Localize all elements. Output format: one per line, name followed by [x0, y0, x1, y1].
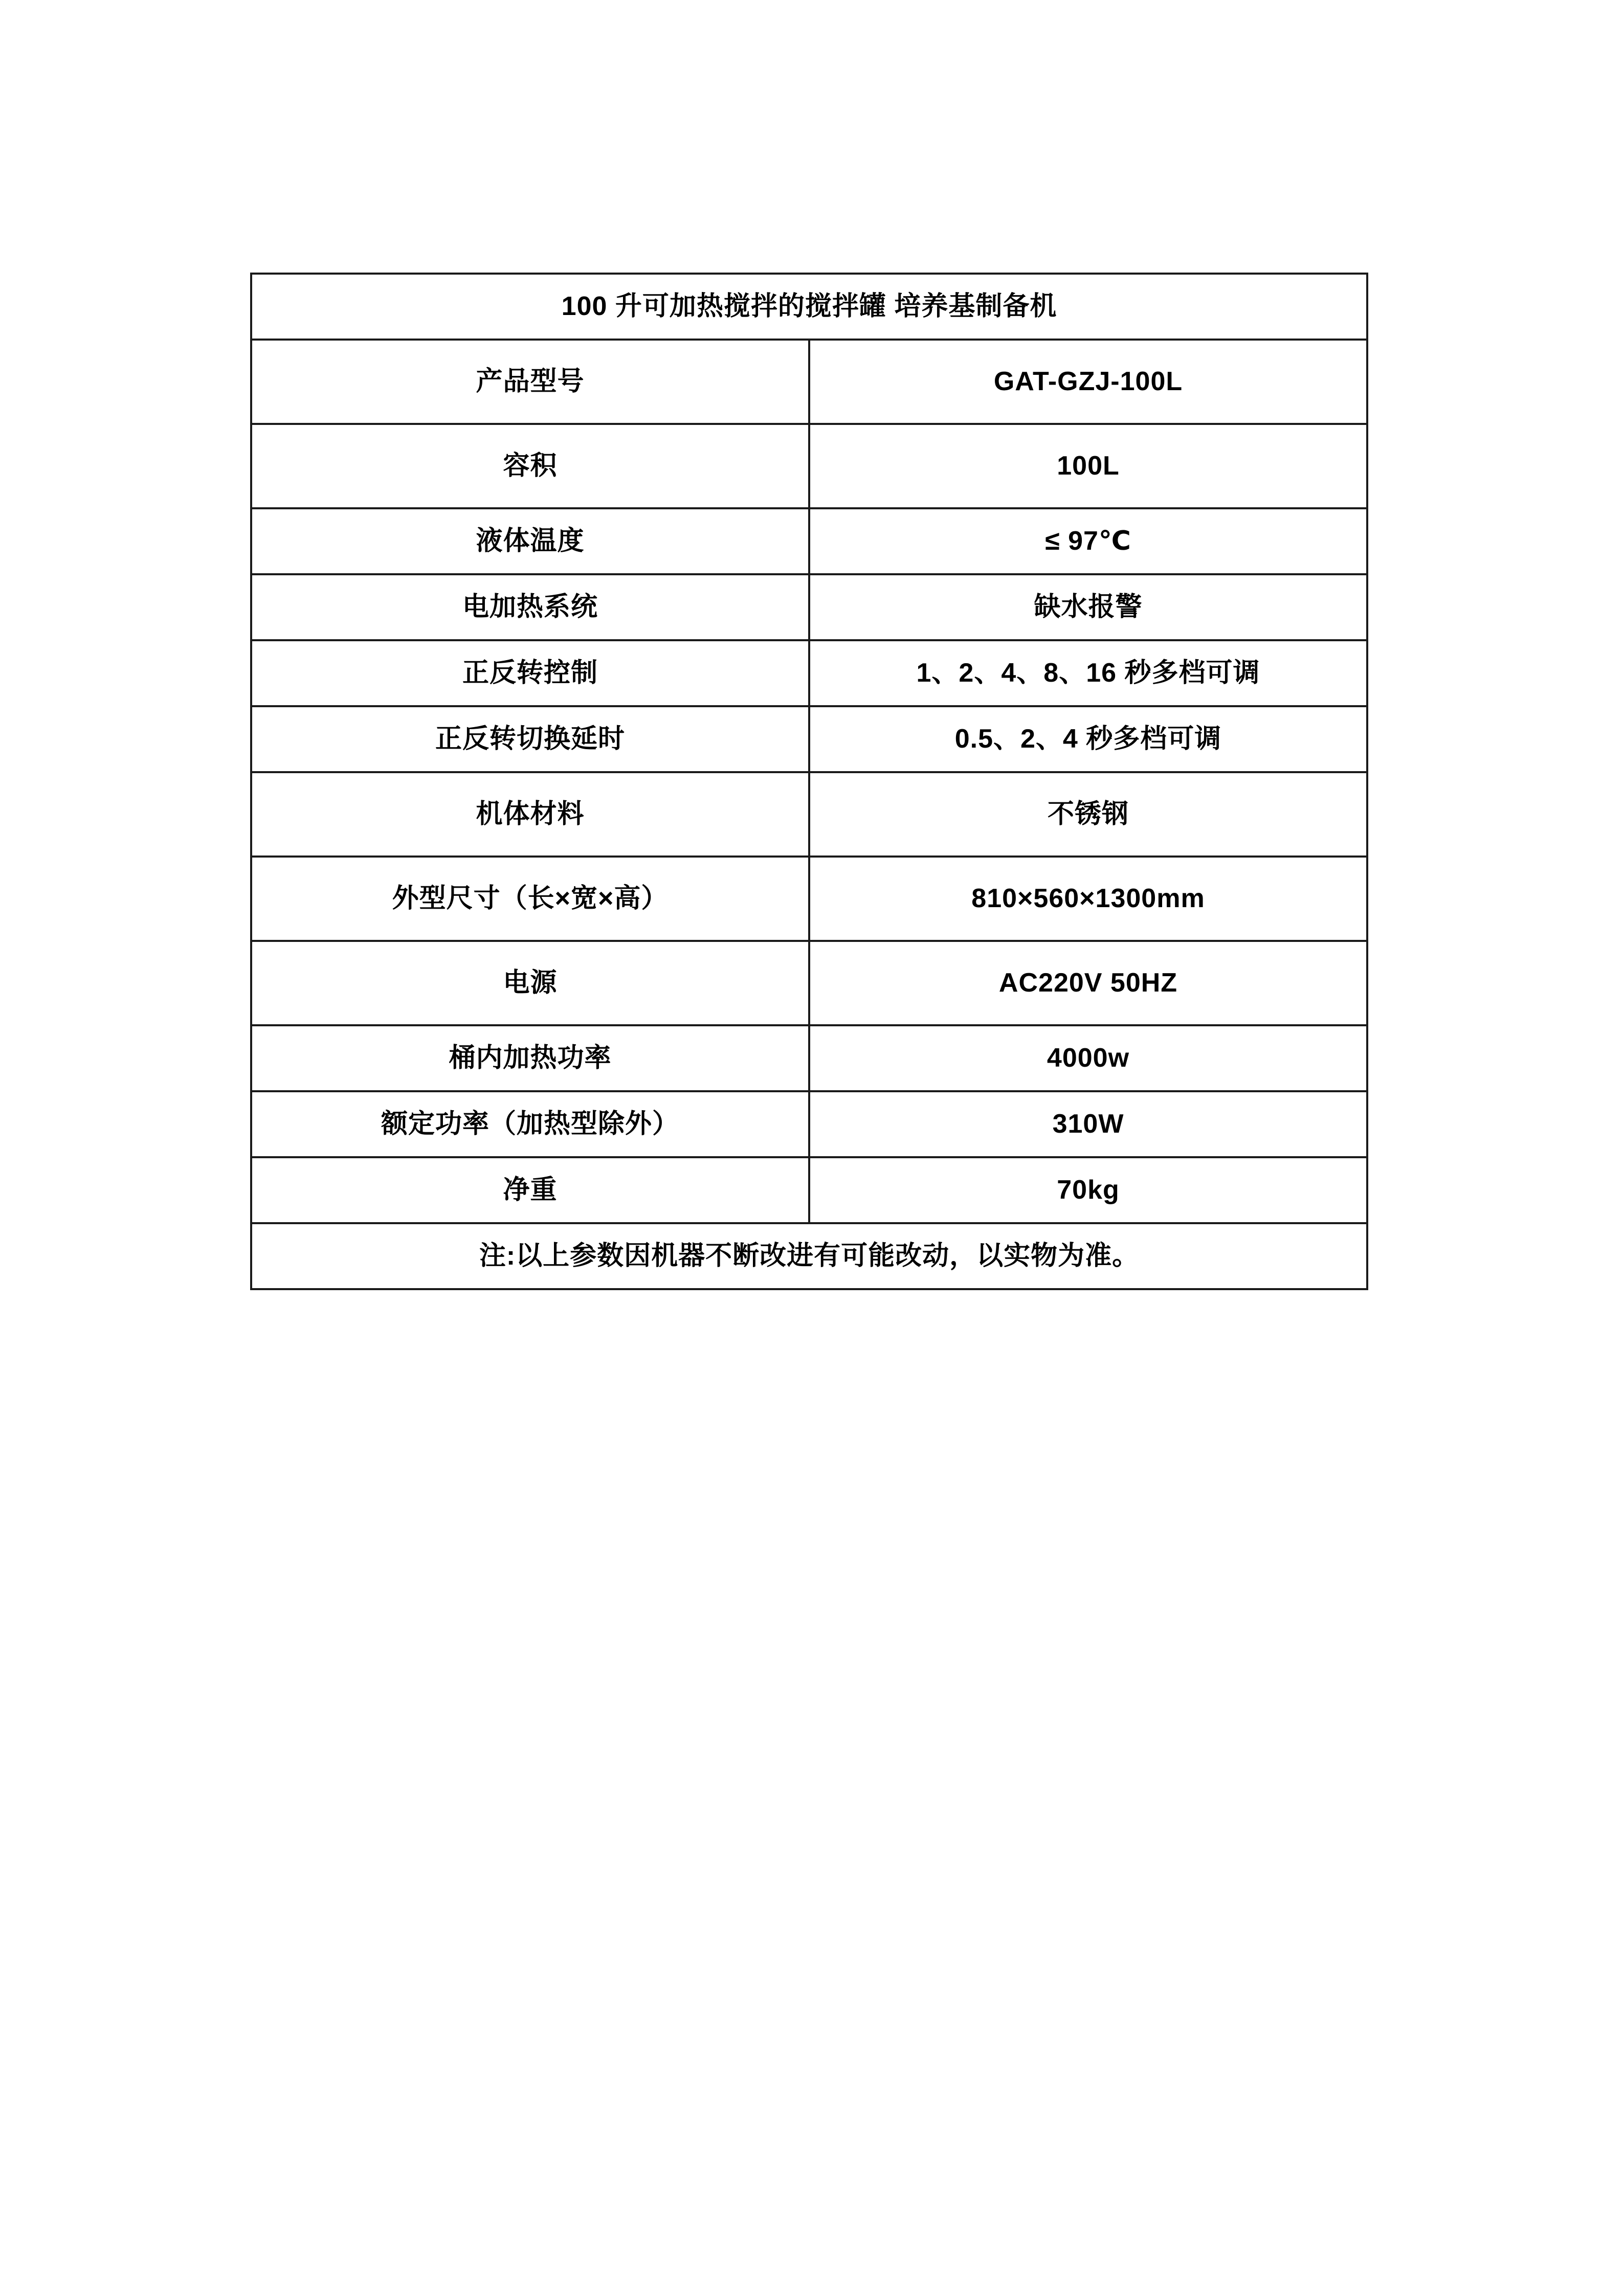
table-row-note: [251, 1223, 1367, 1289]
table-row: [251, 857, 1367, 941]
spec-value: 810×560×1300mm: [809, 857, 1367, 941]
spec-label: 净重: [251, 1157, 809, 1223]
spec-label: 额定功率（加热型除外）: [251, 1091, 809, 1157]
specification-table: [250, 273, 1368, 1290]
table-row: [251, 508, 1367, 574]
spec-label: 容积: [251, 424, 809, 508]
spec-label: 桶内加热功率: [251, 1025, 809, 1091]
table-row: [251, 1025, 1367, 1091]
table-row: [251, 424, 1367, 508]
spec-label: 液体温度: [251, 508, 809, 574]
spec-label: 机体材料: [251, 772, 809, 857]
spec-value: 100L: [809, 424, 1367, 508]
spec-value: 70kg: [809, 1157, 1367, 1223]
table-row-title: [251, 274, 1367, 340]
table-note: 注:以上参数因机器不断改进有可能改动，以实物为准。: [251, 1223, 1367, 1289]
spec-value: AC220V 50HZ: [809, 941, 1367, 1025]
table-row: [251, 706, 1367, 772]
table-row: [251, 772, 1367, 857]
spec-label: 正反转控制: [251, 640, 809, 706]
table-row: [251, 941, 1367, 1025]
spec-value: 不锈钢: [809, 772, 1367, 857]
spec-label: 电源: [251, 941, 809, 1025]
spec-label: 正反转切换延时: [251, 706, 809, 772]
table-row: [251, 340, 1367, 424]
spec-label: 电加热系统: [251, 574, 809, 640]
table-row: [251, 1091, 1367, 1157]
table-row: [251, 574, 1367, 640]
spec-value: 310W: [809, 1091, 1367, 1157]
spec-value: GAT-GZJ-100L: [809, 340, 1367, 424]
spec-label: 产品型号: [251, 340, 809, 424]
spec-value: 0.5、2、4 秒多档可调: [809, 706, 1367, 772]
product-title: 100 升可加热搅拌的搅拌罐 培养基制备机: [251, 274, 1367, 340]
spec-value: 1、2、4、8、16 秒多档可调: [809, 640, 1367, 706]
spec-label: 外型尺寸（长×宽×高）: [251, 857, 809, 941]
table-row: [251, 640, 1367, 706]
spec-value: 缺水报警: [809, 574, 1367, 640]
spec-value: ≤ 97℃: [809, 508, 1367, 574]
spec-value: 4000w: [809, 1025, 1367, 1091]
table-row: [251, 1157, 1367, 1223]
